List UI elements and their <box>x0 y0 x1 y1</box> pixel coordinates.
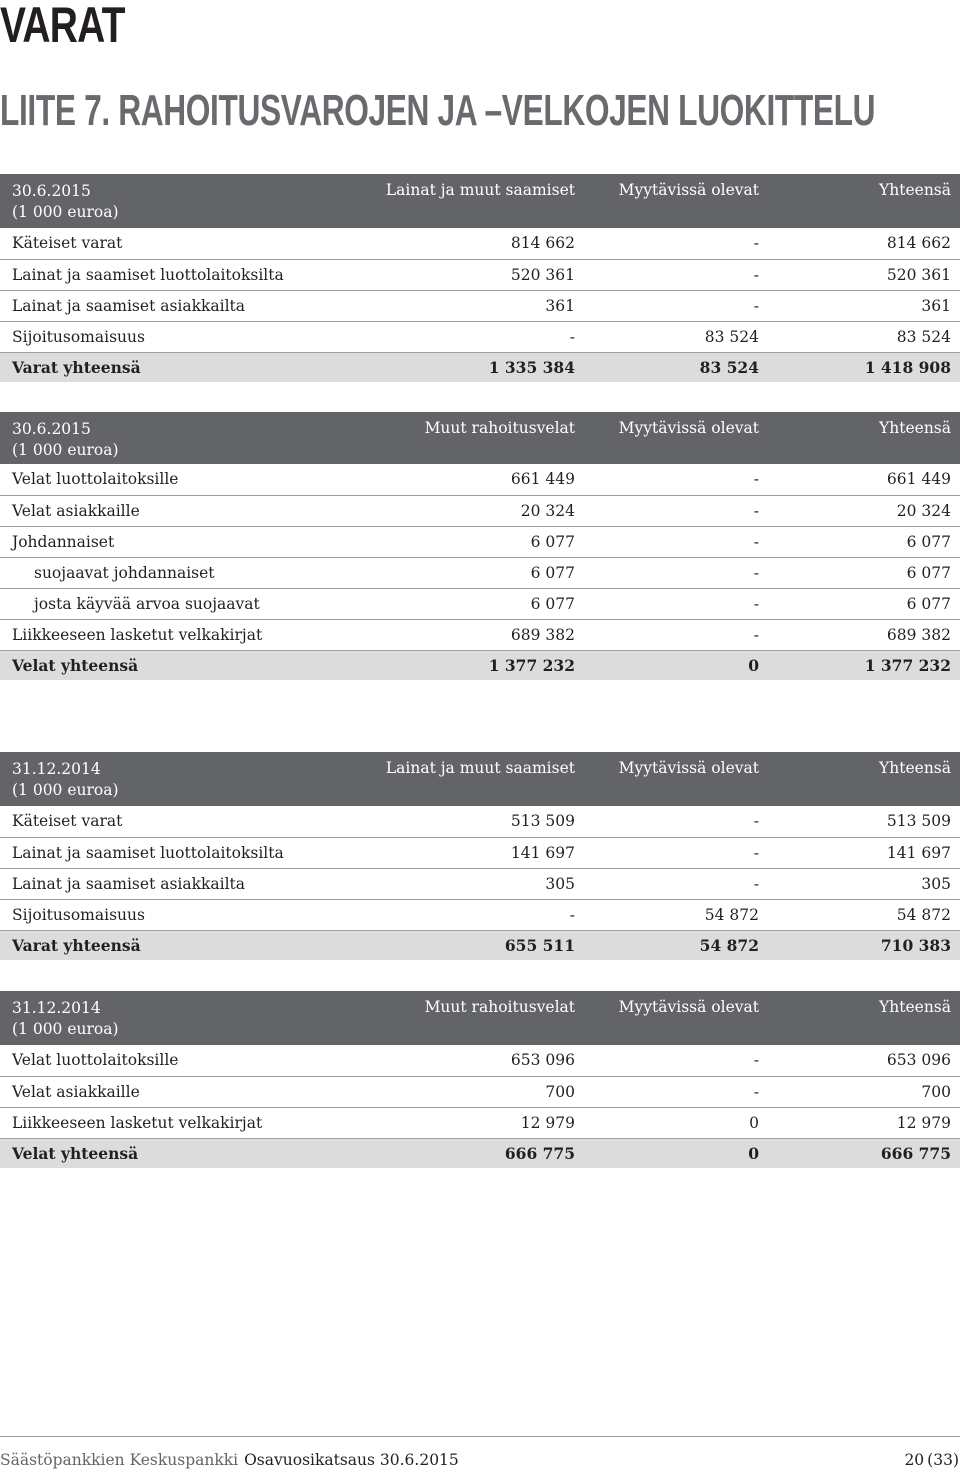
page-total: (33) <box>927 1451 959 1469</box>
table-row <box>0 259 960 290</box>
row-value: 653 096 <box>372 1045 583 1076</box>
table-row <box>0 899 960 930</box>
header-date-unit <box>0 412 372 464</box>
liabilities-table-2014 <box>0 991 960 1168</box>
page-number <box>904 1451 959 1469</box>
header-date-unit <box>0 991 372 1045</box>
row-value: - <box>583 1045 767 1076</box>
table-row <box>0 1107 960 1138</box>
header-unit: (1 000 euroa) <box>12 441 119 459</box>
row-value: 653 096 <box>767 1045 960 1076</box>
row-label: josta käyvää arvoa suojaavat <box>0 588 372 619</box>
header-unit: (1 000 euroa) <box>12 781 119 799</box>
row-label: Liikkeeseen lasketut velkakirjat <box>0 619 372 650</box>
table-total-row <box>0 352 960 382</box>
row-value: 305 <box>372 868 583 899</box>
table-row <box>0 837 960 868</box>
table-row <box>0 495 960 526</box>
row-value: 305 <box>767 868 960 899</box>
header-col-1: Lainat ja muut saamiset <box>385 759 575 777</box>
row-value: 814 662 <box>767 228 960 259</box>
row-label: Velat luottolaitoksille <box>0 464 372 495</box>
row-value: 689 382 <box>767 619 960 650</box>
total-label: Varat yhteensä <box>12 935 141 955</box>
table-row <box>0 588 960 619</box>
row-value: 12 979 <box>372 1107 583 1138</box>
row-label: Lainat ja saamiset luottolaitoksilta <box>0 837 372 868</box>
row-value: 6 077 <box>767 557 960 588</box>
row-value: - <box>583 806 767 837</box>
table-row <box>0 619 960 650</box>
page-current: 20 <box>904 1451 925 1469</box>
header-col-1: Lainat ja muut saamiset <box>385 181 575 199</box>
total-value: 0 <box>748 655 759 675</box>
row-value: - <box>583 557 767 588</box>
header-col-3: Yhteensä <box>879 759 951 777</box>
table-row <box>0 228 960 259</box>
table-row <box>0 1076 960 1107</box>
header-date: 31.12.2014 <box>12 999 101 1017</box>
row-value: 661 449 <box>372 464 583 495</box>
row-value: 361 <box>372 290 583 321</box>
header-date: 30.6.2015 <box>12 420 91 438</box>
row-label: Liikkeeseen lasketut velkakirjat <box>0 1107 372 1138</box>
row-value: 0 <box>583 1107 767 1138</box>
row-value: 6 077 <box>767 526 960 557</box>
row-label: Velat asiakkaille <box>0 1076 372 1107</box>
total-value: 666 775 <box>880 1143 951 1163</box>
row-value: 54 872 <box>583 899 767 930</box>
table-row <box>0 1045 960 1076</box>
row-value: 6 077 <box>372 526 583 557</box>
row-value: - <box>583 588 767 619</box>
table-row <box>0 868 960 899</box>
row-value: 83 524 <box>583 321 767 352</box>
row-value: 12 979 <box>767 1107 960 1138</box>
table-total-row <box>0 930 960 960</box>
footer-report-title: Osavuosikatsaus 30.6.2015 <box>244 1451 459 1469</box>
assets-table-2014 <box>0 752 960 960</box>
row-value: - <box>583 259 767 290</box>
row-label: Velat luottolaitoksille <box>0 1045 372 1076</box>
row-value: - <box>583 837 767 868</box>
row-value: - <box>583 228 767 259</box>
row-value: - <box>583 526 767 557</box>
table-header-row <box>0 752 960 806</box>
row-value: 361 <box>767 290 960 321</box>
row-value: 6 077 <box>372 588 583 619</box>
table-row <box>0 464 960 495</box>
total-value: 1 418 908 <box>864 357 951 377</box>
total-value: 1 377 232 <box>864 655 951 675</box>
row-value: - <box>372 899 583 930</box>
header-col-1: Muut rahoitusvelat <box>424 419 575 437</box>
row-value: 513 509 <box>767 806 960 837</box>
footer-left <box>0 1451 459 1469</box>
table-row <box>0 806 960 837</box>
section-title: VARAT <box>0 0 125 53</box>
header-col-2: Myytävissä olevat <box>618 181 759 199</box>
header-unit: (1 000 euroa) <box>12 203 119 221</box>
total-value: 666 775 <box>504 1143 575 1163</box>
row-value: - <box>583 290 767 321</box>
row-label: Velat asiakkaille <box>0 495 372 526</box>
row-value: - <box>372 321 583 352</box>
total-value: 83 524 <box>699 357 759 377</box>
total-label: Varat yhteensä <box>12 357 141 377</box>
liabilities-table-2015 <box>0 412 960 680</box>
row-value: 520 361 <box>372 259 583 290</box>
row-label: Lainat ja saamiset luottolaitoksilta <box>0 259 372 290</box>
header-col-2: Myytävissä olevat <box>618 419 759 437</box>
row-value: - <box>583 1076 767 1107</box>
row-label: Käteiset varat <box>0 228 372 259</box>
table-header-row <box>0 991 960 1045</box>
header-date-unit <box>0 752 372 806</box>
total-value: 710 383 <box>880 935 951 955</box>
row-value: 700 <box>372 1076 583 1107</box>
header-date-unit <box>0 174 372 228</box>
header-col-3: Yhteensä <box>879 419 951 437</box>
table-row <box>0 557 960 588</box>
table-row <box>0 321 960 352</box>
header-col-2: Myytävissä olevat <box>618 998 759 1016</box>
row-value: - <box>583 464 767 495</box>
table-total-row <box>0 650 960 680</box>
total-value: 1 335 384 <box>488 357 575 377</box>
row-value: 513 509 <box>372 806 583 837</box>
total-value: 0 <box>748 1143 759 1163</box>
row-value: 520 361 <box>767 259 960 290</box>
row-label: Lainat ja saamiset asiakkailta <box>0 290 372 321</box>
row-label: Sijoitusomaisuus <box>0 899 372 930</box>
header-col-3: Yhteensä <box>879 181 951 199</box>
row-value: 20 324 <box>372 495 583 526</box>
row-value: - <box>583 619 767 650</box>
row-label: suojaavat johdannaiset <box>0 557 372 588</box>
total-value: 655 511 <box>504 935 575 955</box>
page-subtitle: LIITE 7. RAHOITUSVAROJEN JA –VELKOJEN LUOKITTELU <box>0 86 876 135</box>
total-value: 1 377 232 <box>488 655 575 675</box>
row-value: 689 382 <box>372 619 583 650</box>
table-header-row <box>0 174 960 228</box>
header-col-1: Muut rahoitusvelat <box>424 998 575 1016</box>
header-unit: (1 000 euroa) <box>12 1020 119 1038</box>
row-value: - <box>583 495 767 526</box>
footer-organization: Säästöpankkien Keskuspankki <box>0 1451 239 1469</box>
row-label: Käteiset varat <box>0 806 372 837</box>
header-date: 30.6.2015 <box>12 182 91 200</box>
total-value: 54 872 <box>699 935 759 955</box>
header-date: 31.12.2014 <box>12 760 101 778</box>
header-col-3: Yhteensä <box>879 998 951 1016</box>
row-value: 83 524 <box>767 321 960 352</box>
row-value: 141 697 <box>372 837 583 868</box>
row-value: 814 662 <box>372 228 583 259</box>
row-value: 661 449 <box>767 464 960 495</box>
row-value: 20 324 <box>767 495 960 526</box>
assets-table-2015 <box>0 174 960 382</box>
row-value: 141 697 <box>767 837 960 868</box>
table-row <box>0 526 960 557</box>
row-label: Sijoitusomaisuus <box>0 321 372 352</box>
row-label: Lainat ja saamiset asiakkailta <box>0 868 372 899</box>
row-value: 54 872 <box>767 899 960 930</box>
row-value: - <box>583 868 767 899</box>
header-col-2: Myytävissä olevat <box>618 759 759 777</box>
row-value: 700 <box>767 1076 960 1107</box>
table-row <box>0 290 960 321</box>
page-footer <box>0 1436 960 1475</box>
table-header-row <box>0 412 960 464</box>
table-total-row <box>0 1138 960 1168</box>
row-label: Johdannaiset <box>0 526 372 557</box>
total-label: Velat yhteensä <box>12 655 139 675</box>
total-label: Velat yhteensä <box>12 1143 139 1163</box>
row-value: 6 077 <box>372 557 583 588</box>
row-value: 6 077 <box>767 588 960 619</box>
